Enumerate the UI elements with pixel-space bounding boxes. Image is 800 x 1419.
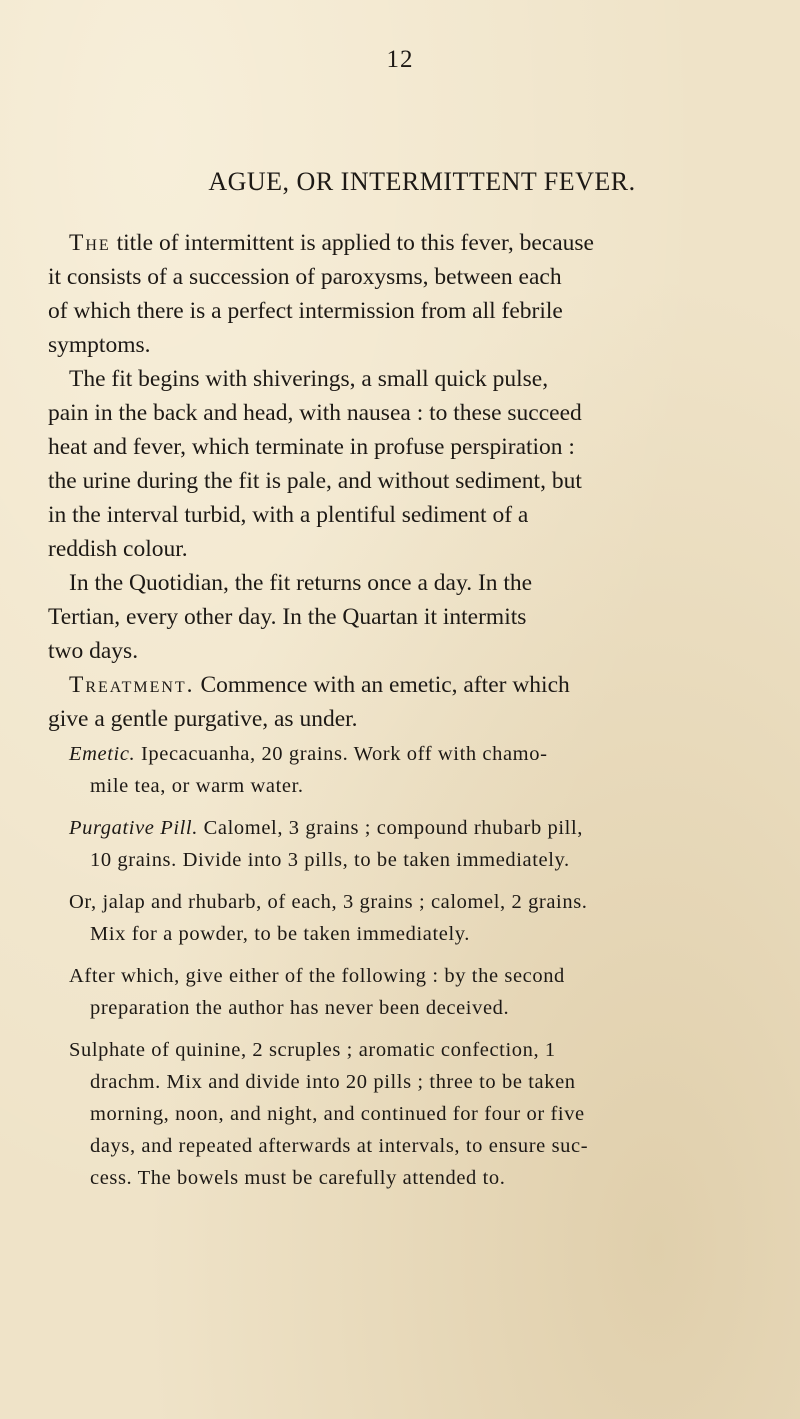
- text-line: morning, noon, and night, and continued for four or five: [90, 1103, 585, 1125]
- text-line: Emetic. Ipecacuanha, 20 grains. Work off with chamo-: [69, 743, 548, 765]
- text-line: it consists of a succession of paroxysms, between each: [48, 264, 562, 290]
- intro-lead: The: [69, 230, 111, 256]
- text-line: cess. The bowels must be carefully attended to.: [90, 1167, 506, 1189]
- text-line: days, and repeated afterwards at intervals, to ensure suc-: [90, 1135, 589, 1157]
- text-line: Mix for a powder, to be taken immediately.: [90, 923, 470, 945]
- text-line: The fit begins with shiverings, a small quick pulse,: [69, 366, 549, 392]
- text-line: drachm. Mix and divide into 20 pills ; three to be taken: [90, 1071, 576, 1093]
- text-line: Treatment. Commence with an emetic, after which: [69, 672, 570, 698]
- text-line: pain in the back and head, with nausea : to these succeed: [48, 400, 582, 426]
- text-line: preparation the author has never been deceived.: [90, 997, 510, 1019]
- text-line: The title of intermittent is applied to this fever, because: [69, 230, 594, 256]
- text-line: in the interval turbid, with a plentiful sediment of a: [48, 502, 529, 528]
- text-line: Tertian, every other day. In the Quartan it intermits: [48, 604, 527, 630]
- emetic-label: Emetic.: [69, 743, 136, 765]
- text-line: two days.: [48, 638, 139, 664]
- text-line: Or, jalap and rhubarb, of each, 3 grains ; calomel, 2 grains.: [69, 891, 588, 913]
- text-line: In the Quotidian, the fit returns once a day. In the: [69, 570, 533, 596]
- purgative-label: Purgative Pill.: [69, 817, 198, 839]
- text-line: Purgative Pill. Calomel, 3 grains ; compound rhubarb pill,: [69, 817, 583, 839]
- text-line: 10 grains. Divide into 3 pills, to be taken immediately.: [90, 849, 570, 871]
- text-line: After which, give either of the following : by the second: [69, 965, 565, 987]
- text-line: mile tea, or warm water.: [90, 775, 304, 797]
- text-line: give a gentle purgative, as under.: [48, 706, 358, 732]
- text-line: of which there is a perfect intermission from all febrile: [48, 298, 563, 324]
- text-line: Sulphate of quinine, 2 scruples ; aromatic confection, 1: [69, 1039, 556, 1061]
- text-line: the urine during the fit is pale, and without sediment, but: [48, 468, 582, 494]
- text-line: heat and fever, which terminate in profuse perspiration :: [48, 434, 575, 460]
- page-number: 12: [386, 46, 414, 73]
- text-line: symptoms.: [48, 332, 151, 358]
- chapter-heading: AGUE, OR INTERMITTENT FEVER.: [208, 167, 636, 196]
- treatment-lead: Treatment.: [69, 672, 195, 698]
- text-line: reddish colour.: [48, 536, 188, 562]
